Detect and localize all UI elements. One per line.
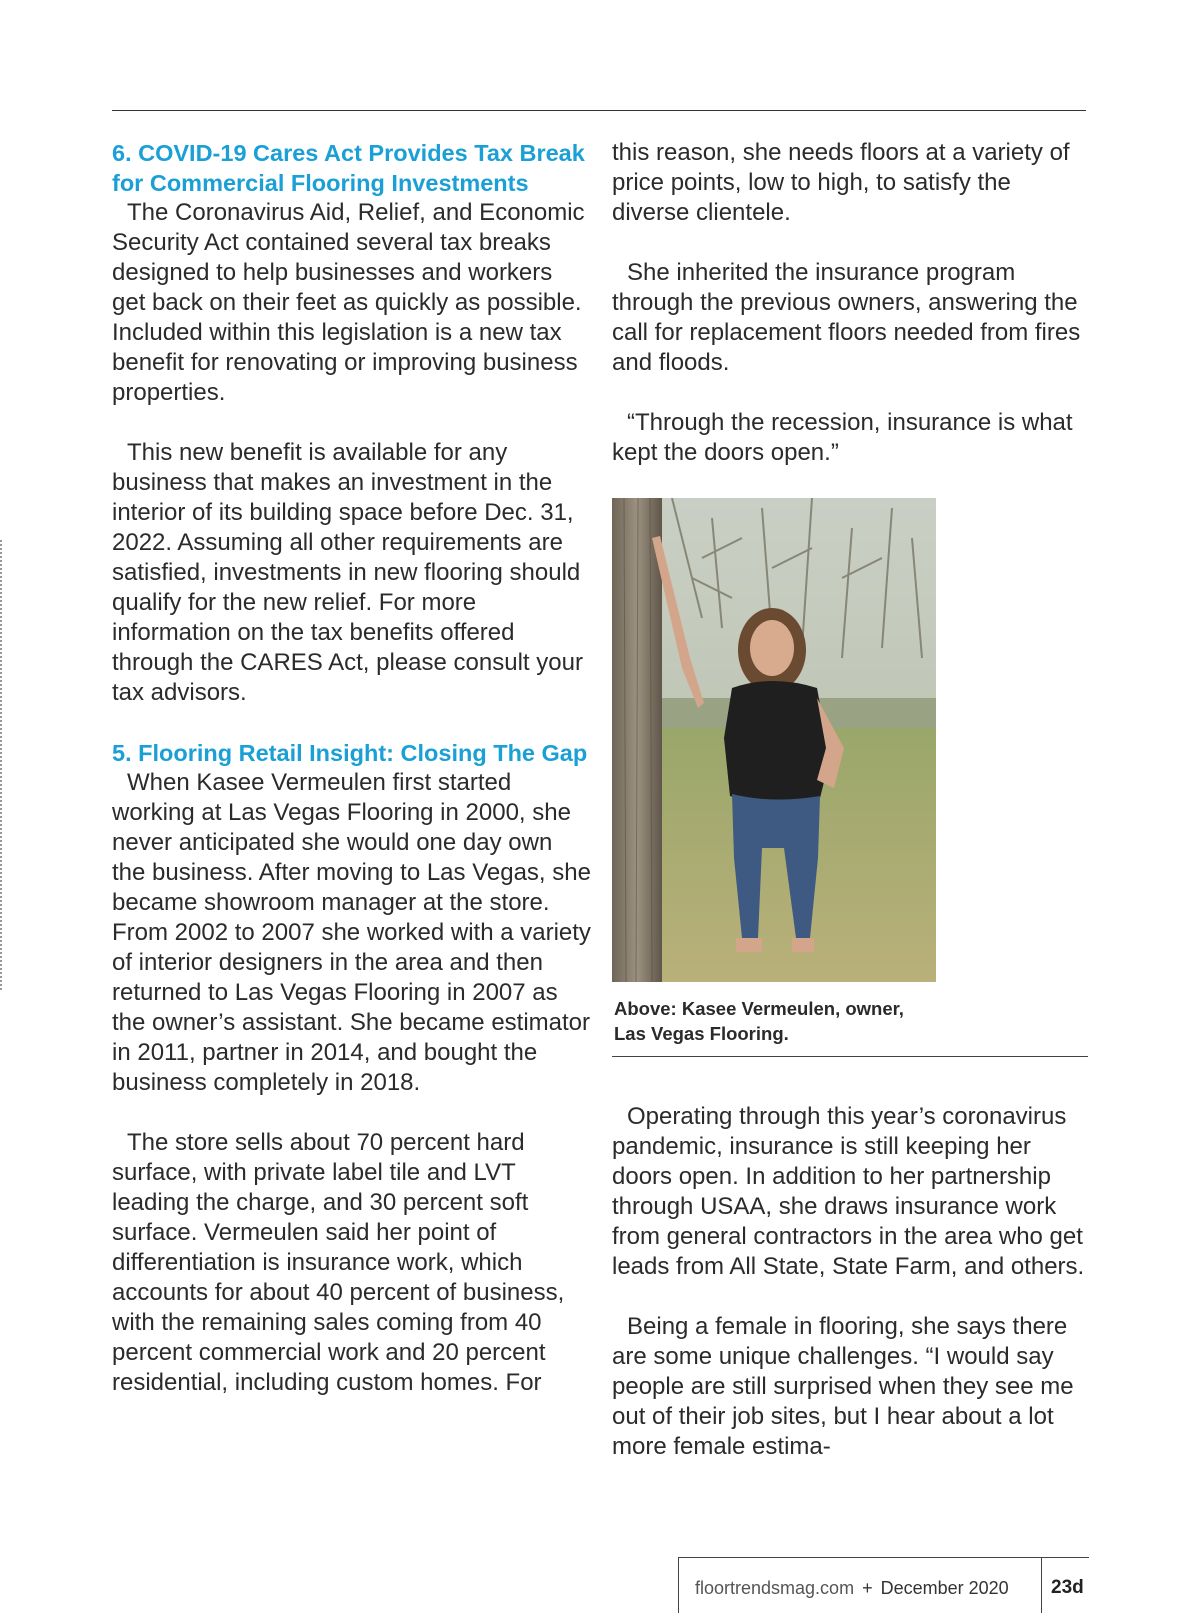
- section-6-paragraph-1: The Coronavirus Aid, Relief, and Economic Security Act contained several tax breaks designed to help businesses and workers get back on their feet as quickly as possible. Included within this legislation is a new tax benefit for renovating or improving business properties.: [112, 199, 585, 406]
- photo-caption: [614, 996, 1034, 1046]
- section-5-heading: 5. Flooring Retail Insight: Closing The Gap: [112, 740, 588, 766]
- female-in-flooring-paragraph: Being a female in flooring, she says there are some unique challenges. “I would say people are still surprised when they see me out of their job sites, but I hear about a lot more female estima-: [612, 1313, 1074, 1460]
- section-5-paragraph-1: When Kasee Vermeulen first started working at Las Vegas Flooring in 2000, she never anticipated she would one day own the business. After moving to Las Vegas, she became showroom manager at the store. From 2002 to 2007 she worked with a variety of interior designers in the area and then returned to Las Vegas Flooring in 2007 as the owner’s assistant. She became estimator in 2011, partner in 2014, and bought the business completely in 2018.: [112, 769, 591, 1096]
- owner-photo: [612, 498, 936, 982]
- insurance-paragraph: She inherited the insurance program through the previous owners, answering the call for replacement floors needed from fires and floods.: [612, 259, 1081, 376]
- caption-line-2: Las Vegas Flooring.: [614, 1023, 789, 1044]
- page-number: 23d: [1051, 1577, 1084, 1598]
- caption-rule: [612, 1056, 1088, 1057]
- page-footer: [678, 1557, 1089, 1613]
- left-column: [112, 138, 592, 1398]
- footer-issue: December 2020: [880, 1578, 1009, 1598]
- section-6-heading: 6. COVID-19 Cares Act Provides Tax Break for Commercial Flooring Investments: [112, 140, 585, 196]
- page-edge-marks: [0, 540, 4, 990]
- section-5-paragraph-2: The store sells about 70 percent hard surface, with private label tile and LVT leading the charge, and 30 percent soft surface. Vermeulen said her point of differentiation is insurance work, which accounts for about 40 percent of business, with the remaining sales coming from 40 percent commercial work and 20 percent residential, including custom homes. For: [112, 1129, 565, 1396]
- right-column-upper: [612, 138, 1092, 468]
- right-column-lower: [612, 1102, 1092, 1462]
- section-6-paragraph-2: This new benefit is available for any business that makes an investment in the interior of its building space before Dec. 31, 2022. Assuming all other requirements are satisfied, investments in new flooring should qualify for the new relief. For more information on the tax benefits offered through the CARES Act, please consult your tax advisors.: [112, 439, 583, 706]
- footer-separator: [1041, 1558, 1042, 1613]
- caption-line-1: Above: Kasee Vermeulen, owner,: [614, 998, 904, 1019]
- footer-plus: +: [862, 1578, 873, 1598]
- footer-info: [695, 1578, 1009, 1599]
- pandemic-paragraph: Operating through this year’s coronavirus pandemic, insurance is still keeping her doors open. In addition to her partnership through USAA, she draws insurance work from general contractors in the area who get leads from All State, State Farm, and others.: [612, 1103, 1085, 1280]
- footer-site: floortrendsmag.com: [695, 1578, 855, 1598]
- continued-paragraph: this reason, she needs floors at a variety of price points, low to high, to satisfy the diverse clientele.: [612, 139, 1070, 226]
- top-rule: [112, 110, 1086, 111]
- quote-paragraph: “Through the recession, insurance is what kept the doors open.”: [612, 409, 1073, 466]
